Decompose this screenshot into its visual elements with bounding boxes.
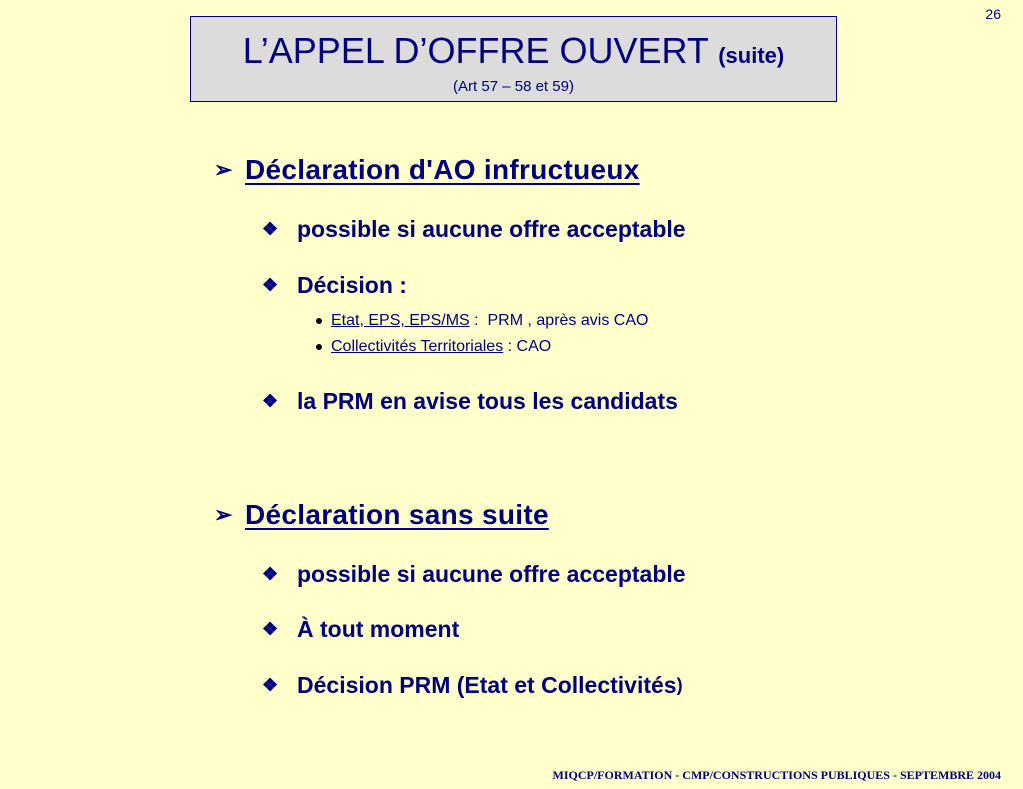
four-diamond-icon: ❖ — [262, 564, 279, 584]
arrow-head-icon: ➢ — [214, 157, 233, 182]
sub-bullet — [316, 338, 551, 356]
section-ao-infructueux — [214, 152, 994, 188]
sub-bullet-text: : CAO — [503, 338, 552, 355]
section-sans-suite — [214, 497, 994, 533]
page-title — [191, 31, 836, 76]
title-box — [190, 16, 837, 102]
section-heading-text: Déclaration sans suite — [245, 499, 549, 530]
dot-icon — [316, 344, 322, 350]
footer: MIQCP/FORMATION - CMP/CONSTRUCTIONS PUBLIQUES - SEPTEMBRE 2004 — [552, 768, 1001, 782]
dot-icon — [316, 318, 322, 324]
title-subtitle: (Art 57 – 58 et 59) — [453, 78, 574, 95]
section-heading-text: Déclaration d'AO infructueux — [245, 154, 640, 185]
four-diamond-icon: ❖ — [262, 391, 279, 411]
section-heading — [214, 497, 994, 533]
title-suffix: (suite) — [718, 43, 785, 68]
title-main: L’APPEL D’OFFRE OUVERT — [242, 30, 709, 71]
sub-bullet-link[interactable]: Collectivités Territoriales — [331, 338, 504, 355]
list-item — [262, 616, 459, 643]
list-item-text: la PRM en avise tous les candidats — [297, 388, 678, 414]
list-item — [262, 561, 686, 588]
sub-bullet — [316, 312, 648, 330]
page-number: 26 — [985, 6, 1001, 22]
list-item — [262, 672, 683, 699]
sub-bullet-link[interactable]: Etat, EPS, EPS/MS — [331, 312, 470, 329]
section-heading — [214, 152, 994, 188]
list-item-text: possible si aucune offre acceptable — [297, 216, 686, 242]
list-item-suffix: ) — [676, 675, 683, 695]
four-diamond-icon: ❖ — [262, 675, 279, 695]
list-item-text: À tout moment — [297, 616, 460, 642]
four-diamond-icon: ❖ — [262, 219, 279, 239]
list-item-text: Décision PRM (Etat et Collectivités — [297, 672, 677, 698]
sub-bullet-text: : PRM , après avis CAO — [469, 312, 649, 329]
four-diamond-icon: ❖ — [262, 275, 279, 295]
list-item — [262, 272, 407, 299]
list-item-text: possible si aucune offre acceptable — [297, 561, 686, 587]
list-item — [262, 216, 686, 243]
list-item-text: Décision : — [297, 272, 407, 298]
arrow-head-icon: ➢ — [214, 502, 233, 527]
four-diamond-icon: ❖ — [262, 619, 279, 639]
list-item — [262, 388, 678, 415]
